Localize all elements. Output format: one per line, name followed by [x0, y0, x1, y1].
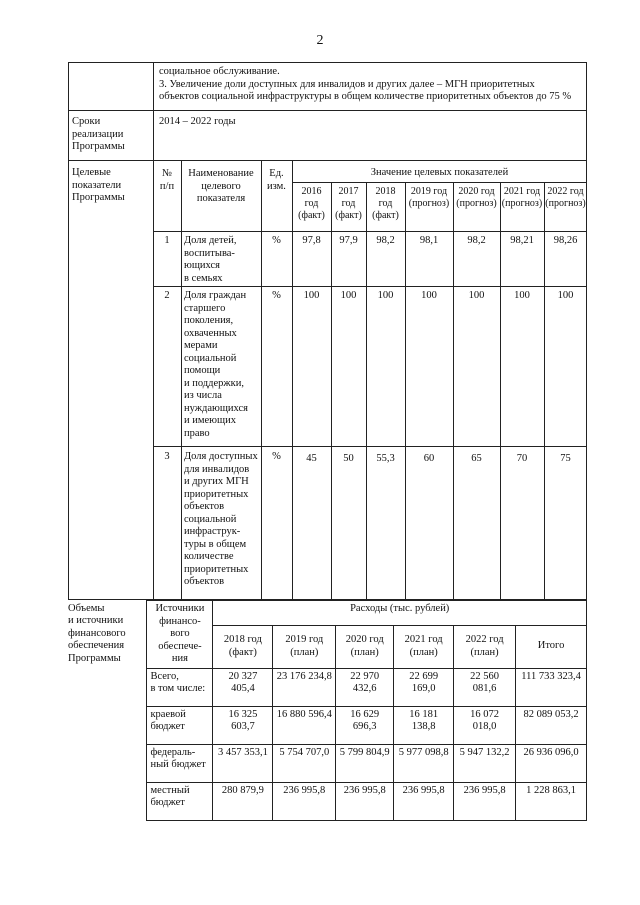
amount-total: 26 936 096,0: [516, 744, 587, 782]
funding-year-2022: 2022 год (план): [454, 625, 516, 668]
value-2021: 70: [516, 453, 528, 464]
targets-label: Целевые показатели Программы: [72, 167, 125, 203]
year-header-2020: 2020 год (прогноз): [456, 186, 497, 209]
value-2022: 100: [557, 290, 574, 301]
value-2022: 75: [560, 453, 571, 464]
amount-total: 1 228 863,1: [516, 782, 587, 820]
value-2019: 60: [423, 453, 435, 464]
funding-total-header: Итого: [516, 625, 587, 668]
amount: 16 325 603,7: [213, 706, 273, 744]
amount: 5 799 804,9: [336, 744, 394, 782]
value-2022: 98,26: [553, 235, 578, 246]
amount: 5 754 707,0: [273, 744, 336, 782]
row-number: 2: [164, 290, 170, 301]
page-number: 2: [316, 33, 324, 48]
value-2019: 98,1: [419, 235, 439, 246]
funding-year-2018: 2018 год (факт): [213, 625, 273, 668]
year-header-2019: 2019 год (прогноз): [408, 186, 450, 209]
source-name: местный бюджет: [147, 782, 213, 820]
value-2017: 97,9: [339, 235, 358, 246]
funding-year-2019: 2019 год (план): [273, 625, 336, 668]
amount: 22 560 081,6: [454, 668, 516, 706]
amount: 20 327 405,4: [213, 668, 273, 706]
amount: 236 995,8: [273, 782, 336, 820]
amount-total: 82 089 053,2: [516, 706, 587, 744]
amount: 280 879,9: [213, 782, 273, 820]
value-2019: 100: [421, 290, 437, 301]
value-2017: 50: [343, 453, 354, 464]
year-header-2016: 2016 год (факт): [298, 186, 325, 221]
terms-label: Сроки реализации Программы: [72, 116, 125, 152]
value-2016: 45: [306, 453, 317, 464]
col-name-header: Наименование целевого показателя: [188, 168, 254, 204]
year-header-2017: 2017 год (факт): [335, 186, 362, 221]
amount: 5 977 098,8: [394, 744, 454, 782]
amount-total: 111 733 323,4: [516, 668, 587, 706]
value-2018: 100: [377, 290, 394, 301]
amount: 23 176 234,8: [273, 668, 336, 706]
value-2016: 97,8: [302, 235, 321, 246]
indicator-name: Доля доступных для инвалидов и других МГН приоритетных объектов социальной инфраструк- туры в общем количестве приоритетных объектов: [184, 451, 258, 587]
value-2018: 98,2: [376, 235, 395, 246]
indicator-name: Доля граждан старшего поколения, охваченных мерами социальной помощи и поддержки, из числа нуждающихся и имеющих право: [184, 290, 248, 439]
amount: 236 995,8: [454, 782, 516, 820]
value-2020: 98,2: [467, 235, 486, 246]
amount: 16 880 596,4: [273, 706, 336, 744]
amount: 3 457 353,1: [213, 744, 273, 782]
value-2021: 98,21: [510, 235, 534, 246]
amount: 16 629 696,3: [336, 706, 394, 744]
col-number-header: № п/п: [159, 168, 175, 192]
amount: 236 995,8: [394, 782, 454, 820]
value-2018: 55,3: [376, 453, 395, 464]
row-number: 1: [164, 235, 170, 246]
value-2020: 100: [468, 290, 485, 301]
funding-year-2020: 2020 год (план): [336, 625, 394, 668]
value-2021: 100: [514, 290, 530, 301]
unit: %: [272, 290, 281, 301]
value-2017: 100: [340, 290, 357, 301]
source-name: Всего, в том числе:: [147, 668, 213, 706]
objectives-continuation: социальное обслуживание. 3. Увеличение доли доступных для инвалидов и других далее – МГН приоритетных объектов социальной инфраструктуры в общем количестве приоритетных объектов до 75 %: [159, 66, 572, 102]
unit: %: [272, 235, 281, 246]
row-number: 3: [164, 451, 170, 462]
amount: 236 995,8: [336, 782, 394, 820]
amount: 5 947 132,2: [454, 744, 516, 782]
program-passport-table: [68, 62, 587, 600]
expenses-header: Расходы (тыс. рублей): [213, 601, 587, 626]
year-header-2022: 2022 год (прогноз): [545, 186, 586, 209]
col-unit-header: Ед. изм.: [267, 168, 286, 192]
value-2016: 100: [303, 290, 320, 301]
funding-year-2021: 2021 год (план): [394, 625, 454, 668]
terms-value: 2014 – 2022 годы: [159, 116, 236, 127]
unit: %: [272, 451, 281, 462]
source-header: Источники финансо- вого обеспече- ния: [147, 601, 213, 669]
amount: 22 699 169,0: [394, 668, 454, 706]
value-2020: 65: [471, 453, 482, 464]
source-name: федераль- ный бюджет: [147, 744, 213, 782]
amount: 16 072 018,0: [454, 706, 516, 744]
year-header-2021: 2021 год (прогноз): [501, 186, 543, 209]
year-header-2018: 2018 год (факт): [372, 186, 399, 221]
funding-table: [68, 600, 587, 821]
amount: 22 970 432,6: [336, 668, 394, 706]
indicator-name: Доля детей, воспитыва- ющихся в семьях: [184, 235, 237, 284]
amount: 16 181 138,8: [394, 706, 454, 744]
target-values-header: Значение целевых показателей: [370, 167, 509, 178]
funding-label: Объемы и источники финансового обеспечения Программы: [68, 601, 147, 821]
source-name: краевой бюджет: [147, 706, 213, 744]
